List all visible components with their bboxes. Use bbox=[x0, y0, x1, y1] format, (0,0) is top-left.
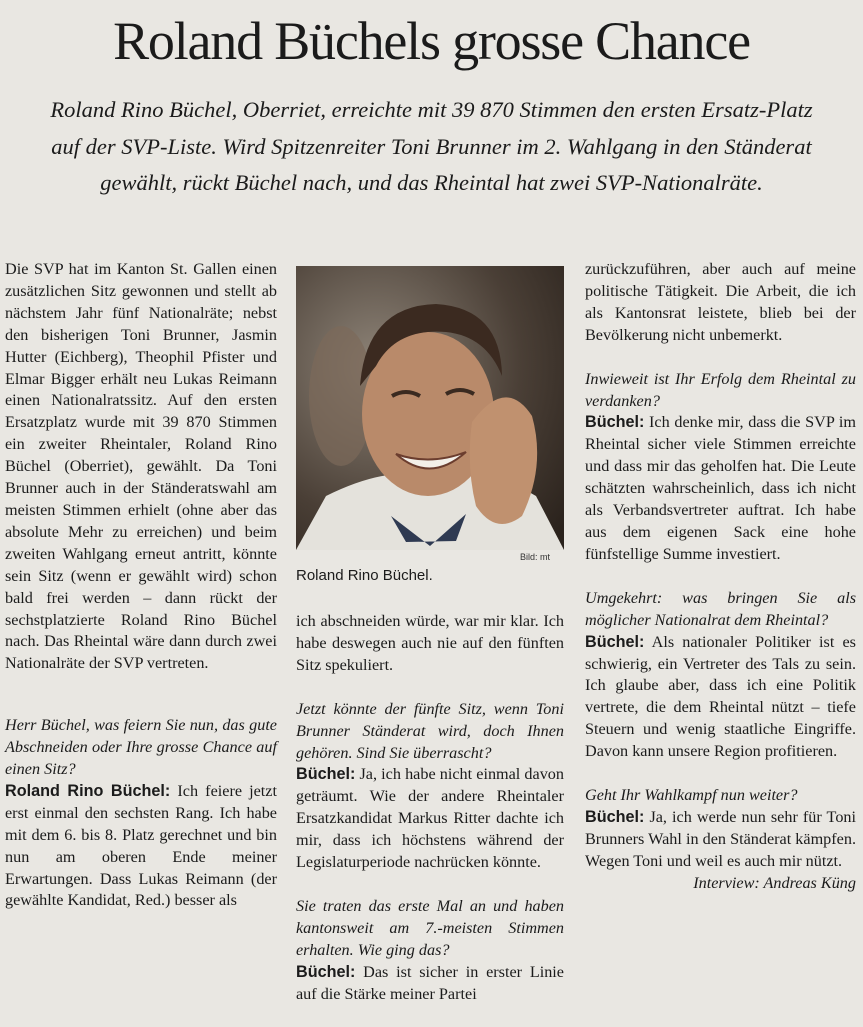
column-1 bbox=[5, 259, 277, 912]
speaker-label: Büchel: bbox=[585, 632, 645, 651]
answer-5 bbox=[585, 632, 856, 763]
portrait-photo bbox=[296, 266, 564, 550]
column-3 bbox=[585, 259, 856, 895]
answer-2-text: Ja, ich habe nicht einmal davon geträumt. Wie der andere Rheintaler Ersatzkandidat Markus Ritter dachte ich mir, dass ich höchstens während der Legislaturperiode nachrücken könnte. bbox=[296, 765, 564, 872]
byline: Interview: Andreas Küng bbox=[693, 873, 856, 892]
answer-1-text: Ich feiere jetzt erst einmal den sechsten Rang. Ich habe mit dem 6. bis 8. Platz gerechnet und bin nun am oberen Ende meiner Erwartungen. Dass Lukas Reimann (der gewählte Kandidat, Red.) besser als bbox=[5, 781, 277, 910]
headline: Roland Büchels grosse Chance bbox=[113, 11, 750, 71]
question-4: Inwieweit ist Ihr Erfolg dem Rheintal zu verdanken? bbox=[585, 369, 856, 410]
answer-1 bbox=[5, 781, 277, 912]
intro-paragraph: Die SVP hat im Kanton St. Gallen einen zusätzlichen Sitz gewonnen und stellt ab nächstem Jahr fünf Nationalräte; nebst den bisherigen Toni Brunner, Jasmin Hutter (Eichberg), Theophil Pfister und Elmar Bigger erhält neu Lukas Reimann einen Nationalratssitz. Auf den ersten Ersatzplatz wurde mit 39 870 Stimmen ein zweiter Rheintaler, Roland Rino Büchel (Oberriet), gewählt. Da Toni Brunner auch in der Ständeratswahl am meisten Stimmen erhielt (ohne aber das absolute Mehr zu erreichen) und beim zweiten Wahlgang erneut antritt, könnte sein Sitz (wenn er gewählt wird) schon bald frei werden – dann rückt der sechstplatzierte Roland Rino Büchel nach. Das Rheintal wäre dann durch zwei Nationalräte der SVP vertreten. bbox=[5, 260, 277, 673]
question-2: Jetzt könnte der fünfte Sitz, wenn Toni Brunner Ständerat wird, doch Ihnen gehören. Sind Sie überrascht? bbox=[296, 699, 564, 762]
answer-4 bbox=[585, 412, 856, 565]
question-6: Geht Ihr Wahlkampf nun weiter? bbox=[585, 786, 798, 805]
answer-6 bbox=[585, 807, 856, 873]
answer-6-text: Ja, ich werde nun sehr für Toni Brunners Wahl in den Ständerat kämpfen. Wegen Toni und weil es auch mir nützt. bbox=[585, 807, 856, 870]
question-1: Herr Büchel, was feiern Sie nun, das gute Abschneiden oder Ihre grosse Chance auf einen Sitz? bbox=[5, 716, 277, 779]
answer-2 bbox=[296, 764, 564, 874]
speaker-label: Roland Rino Büchel: bbox=[5, 781, 171, 800]
answer-4-text: Ich denke mir, dass die SVP im Rheintal sicher viele Stimmen erreichte und dass mir das geholfen hat. Die Leute schätzten wahrscheinlich, dass ich nicht als Verbandsvertreter auftrat. Ich habe aus dem eigenen Sack eine hohe fünfstellige Summe investiert. bbox=[585, 413, 856, 563]
answer-3-text: Das ist sicher in erster Linie auf die Stärke meiner Partei bbox=[296, 962, 564, 1003]
speaker-label: Büchel: bbox=[585, 413, 645, 432]
column-2 bbox=[296, 611, 564, 1006]
question-3: Sie traten das erste Mal an und haben kantonsweit am 7.-meisten Stimmen erhalten. Wie ging das? bbox=[296, 896, 564, 959]
lead-paragraph: Roland Rino Büchel, Oberriet, erreichte mit 39 870 Stimmen den ersten Ersatz-Platz auf der SVP-Liste. Wird Spitzenreiter Toni Brunner im 2. Wahlgang in den Ständerat gewählt, rückt Büchel nach, und das Rheintal hat zwei SVP-Nationalräte. bbox=[50, 97, 813, 195]
answer-1-continued: ich abschneiden würde, war mir klar. Ich habe deswegen auch nie auf den fünften Sitz spekuliert. bbox=[296, 612, 564, 674]
answer-3-continued: zurückzuführen, aber auch auf meine politische Tätigkeit. Die Arbeit, die ich als Kantonsrat leistete, blieb bei der Bevölkerung nicht unbemerkt. bbox=[585, 260, 856, 344]
speaker-label: Büchel: bbox=[296, 962, 356, 981]
photo-caption: Roland Rino Büchel. bbox=[296, 567, 433, 584]
speaker-label: Büchel: bbox=[296, 765, 356, 784]
question-5: Umgekehrt: was bringen Sie als möglicher Nationalrat dem Rheintal? bbox=[585, 588, 856, 629]
answer-5-text: Als nationaler Politiker ist es schwierig, ein Vertreter des Tals zu sein. Ich glaube aber, dass ich eine Politik vertrete, die dem Rheintal nützt – tiefe Steuern und wenig staatliche Eingriffe. Davon kann unsere Region profitieren. bbox=[585, 632, 856, 761]
answer-3 bbox=[296, 962, 564, 1006]
photo-credit: Bild: mt bbox=[520, 552, 551, 562]
speaker-label: Büchel: bbox=[585, 807, 645, 826]
